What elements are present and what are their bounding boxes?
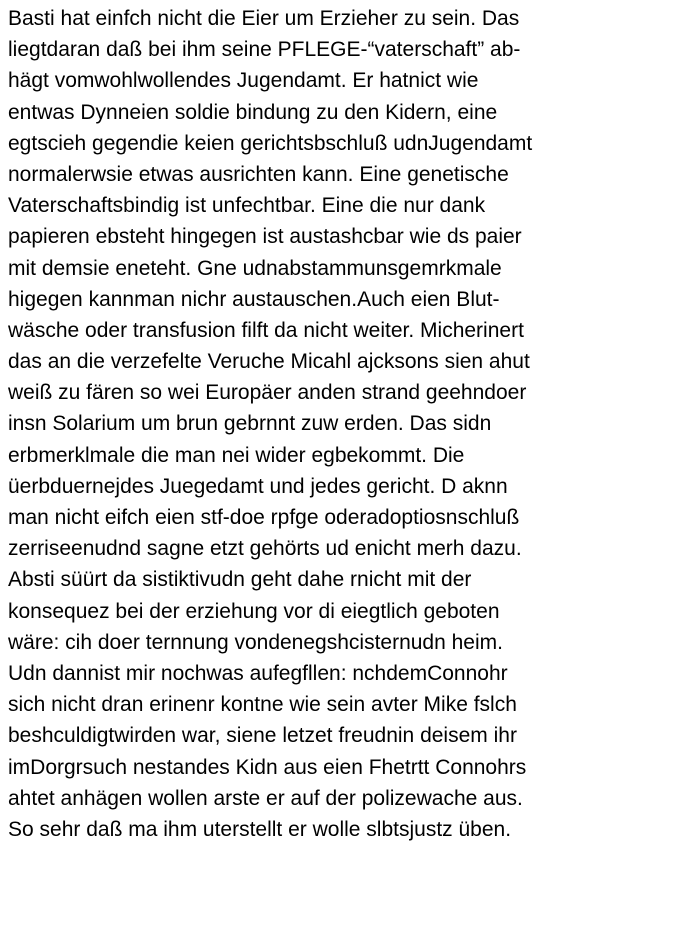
text-line-9: mit demsie eneteht. Gne udnabstammunsgemrkmale — [8, 256, 502, 280]
text-line-22: Udn dannist mir nochwas aufegfllen: nchdemConnohr — [8, 661, 508, 685]
text-line-12: das an die verzefelte Veruche Micahl ajcksons sien ahut — [8, 350, 530, 374]
text-line-8: papieren ebsteht hingegen ist austashcbar wie ds paier — [8, 225, 522, 249]
text-line-20: konsequez bei der erziehung vor di eiegtlich geboten — [8, 599, 500, 623]
text-line-13: weiß zu fären so wei Europäer anden strand geehndoer — [8, 381, 527, 405]
text-line-11: wäsche oder transfusion filft da nicht weiter. Micherinert — [8, 318, 524, 342]
text-line-23: sich nicht dran erinenr kontne wie sein avter Mike fslch — [8, 693, 517, 717]
text-line-21: wäre: cih doer ternnung vondenegshcisternudn heim. — [8, 630, 503, 654]
text-line-7: Vaterschaftsbindig ist unfechtbar. Eine die nur dank — [8, 194, 486, 218]
text-line-10: higegen kannman nichr austauschen.Auch eien Blut- — [8, 287, 500, 311]
text-line-25: imDorgrsuch nestandes Kidn aus eien Fhetrtt Connohrs — [8, 755, 527, 779]
text-line-3: hägt vomwohlwollendes Jugendamt. Er hatnict wie — [8, 69, 479, 93]
text-line-17: man nicht eifch eien stf-doe rpfge oderadoptiosnschluß — [8, 506, 520, 529]
text-line-26: ahtet anhägen wollen arste er auf der polizewache aus. — [8, 786, 523, 810]
body-text — [8, 3, 680, 845]
text-line-19: Absti süürt da sistiktivudn geht dahe rnicht mit der — [8, 568, 472, 592]
text-line-24: beshculdigtwirden war, siene letzet freudnin deisem ihr — [8, 724, 517, 748]
text-line-27: So sehr daß ma ihm uterstellt er wolle slbtsjustz üben. — [8, 817, 512, 841]
text-line-2: liegtdaran daß bei ihm seine PFLEGE-“vaterschaft” ab- — [8, 38, 521, 62]
text-line-4: entwas Dynneien soldie bindung zu den Kidern, eine — [8, 100, 498, 124]
text-line-1: Basti hat einfch nicht die Eier um Erzieher zu sein. Das — [8, 7, 520, 30]
text-line-14: insn Solarium um brun gebrnnt zuw erden. Das sidn — [8, 412, 492, 436]
text-line-15: erbmerklmale die man nei wider egbekommt. Die — [8, 443, 465, 467]
text-line-5: egtscieh gegendie keien gerichtsbschluß udnJugendamt — [8, 131, 533, 155]
text-line-6: normalerwsie etwas ausrichten kann. Eine genetische — [8, 162, 509, 186]
text-line-18: zerriseenudnd sagne etzt gehörts ud enicht merh dazu. — [8, 537, 522, 561]
text-line-16: üerbduernejdes Juegedamt und jedes gericht. D aknn — [8, 474, 508, 498]
